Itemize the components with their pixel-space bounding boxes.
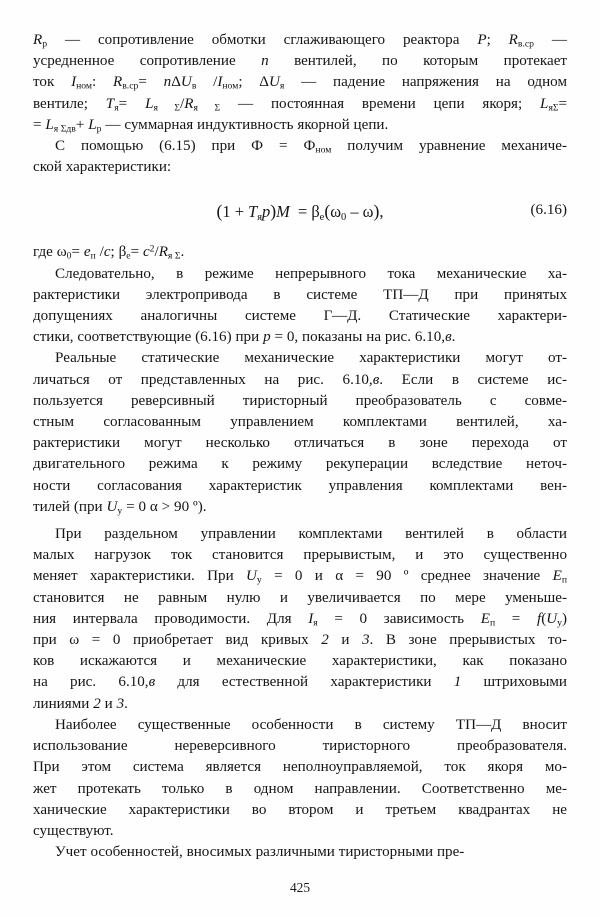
text-line: линиями 2 и 3. [33,695,128,712]
paragraph-s-pomoshchyu [33,136,567,178]
text-line: существуют. [33,822,114,839]
text-line: использование нереверсивного тиристорного преобразователя. [33,738,567,755]
text-line: усредненное сопротивление n вентилей, по которым протекает [33,53,567,70]
text-line: ния интервала проводимости. Для $I_я = 0$ зависимость $E_п = f(U_у)$ [33,610,567,629]
text-line: Наиболее существенные особенности в систему ТП—Д вносит [55,716,567,733]
paragraph-sledovatelno [33,264,567,349]
text-line: двигательного режима к режиму рекуперации вследствие неточ- [33,456,567,473]
text-line: тилей (при $U_у = 0$ α > 90 º). [33,498,207,517]
text-line: стным согласованным управлением комплектами вентилей, ха- [33,414,567,431]
paragraph-gde [33,242,567,263]
text-line: При этом система является неполноуправляемой, ток якоря мо- [33,759,567,776]
text-line: = $L_{я \Sigma дв}+ L_р$ — суммарная индуктивность якорной цепи. [33,116,389,135]
text-line: где $\omega_0= e_п$ /c; $\beta_e= c^2/R_{я \Sigma}$. [33,243,185,263]
text-line: ток $I_{ном}$: $R_{в.ср}= n\Delta U_в$ $/I_{ном}$; $\Delta U_я$ — падение напряжения на одном [33,74,567,93]
text-line: рактеристики могут несколько отличаться в зоне перехода от [33,435,567,452]
text-line: При раздельном управлении комплектами вентилей в области [55,526,567,543]
text-line: вентиле; $T_я= L_{я \Sigma}/R_{я \Sigma}$ — постоянная времени цепи якоря; $L_{я\Sigma}=$ [33,95,568,114]
text-line: рактеристики электропривода в системе ТП—Д при принятых [33,286,567,303]
text-line: пользуется реверсивный тиристорный преобразователь с совме- [33,392,567,409]
text-line: допущениях аналогичны системе Г—Д. Статические характери- [33,308,567,325]
text-line: на рис. 6.10,в для естественной характеристики 1 штриховыми [33,674,567,691]
equation-body: $(1 + T_яp)M = \beta_e(\omega_0 - \omega)$, [216,201,384,224]
page-number: 425 [289,880,311,895]
text-line: становится не равным нулю и увеличивается по мере уменьше- [33,589,567,606]
text-line: ков искажаются и механические характеристики, как показано [33,653,567,670]
text-column [33,30,567,863]
text-line: жет протекать только в одном направлении. Соответственно ме- [33,780,567,797]
text-line: ханические характеристики во втором и третьем квадрантах не [33,801,567,818]
text-line: стики, соответствующие (6.16) при p = 0, показаны на рис. 6.10,в. [33,329,456,346]
text-line: ской характеристики: [33,159,172,176]
paragraph-naibolee [33,715,567,842]
text-line: личаться от представленных на рис. 6.10,в. Если в системе ис- [33,371,568,388]
paragraph-realnye [33,348,567,518]
paragraph-definitions [33,30,567,136]
text-line: Следовательно, в режиме непрерывного тока механические ха- [55,265,567,282]
paragraph-razdelnom [33,524,567,715]
equation-number: (6.16) [530,202,567,219]
paragraph-uchet [33,842,567,863]
text-line: при ω = 0 приобретает вид кривых 2 и 3. В зоне прерывистых то- [33,632,568,649]
equation-row [33,190,567,236]
equation-block [33,190,567,236]
text-line: ности согласования характеристик управления комплектами вен- [33,477,567,494]
text-line: Учет особенностей, вносимых различными тиристорными пре- [55,844,465,861]
text-line: С помощью (6.15) при $Ф = Ф_{ном}$ получим уравнение механиче- [55,138,568,156]
spacer [33,178,567,190]
text-line: меняет характеристики. При $U_у = 0$ и α = 90 º среднее значение $E_п$ [33,568,567,587]
text-line: Реальные статические механические характеристики могут от- [55,350,567,367]
text-line: $R_р$ — сопротивление обмотки сглаживающего реактора P; $R_{в.ср}$ — [33,32,567,50]
text-line: малых нагрузок ток становится прерывистым, и это существенно [33,547,567,564]
